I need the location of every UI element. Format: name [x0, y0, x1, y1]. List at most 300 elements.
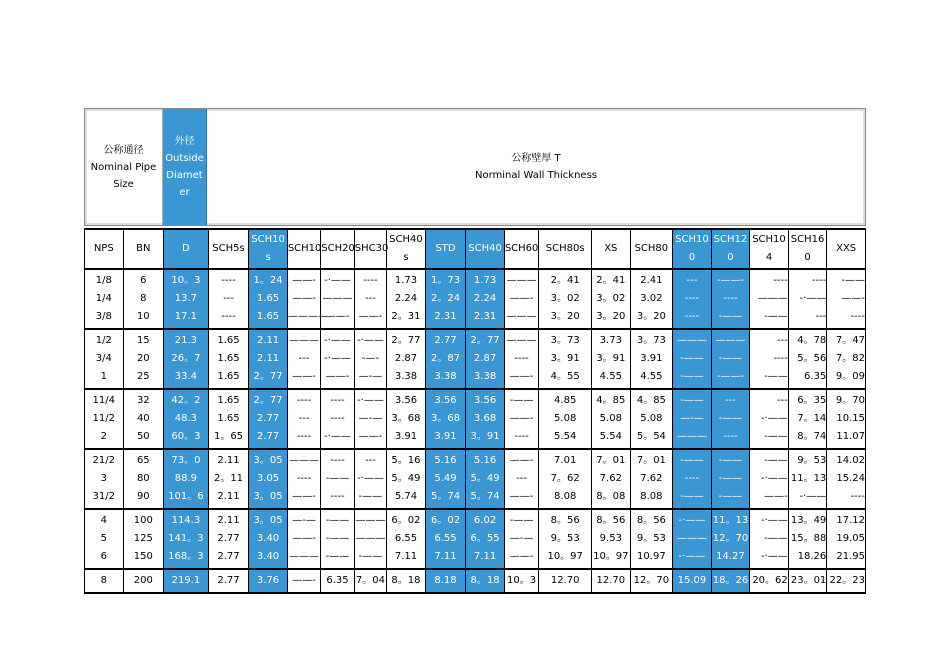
table-cell: 21.3	[164, 329, 209, 350]
table-cell: 8。18	[466, 569, 505, 593]
table-cell: 15.24	[827, 470, 866, 488]
table-cell: 6.35	[788, 368, 827, 389]
table-cell: 6.55	[425, 530, 466, 548]
table-cell: 1/2	[85, 329, 124, 350]
table-row	[85, 488, 866, 509]
table-row	[85, 368, 866, 389]
table-cell: 6。02	[425, 509, 466, 530]
table-cell: 3。20	[630, 308, 673, 329]
table-cell: 4.55	[592, 368, 631, 389]
table-cell: 21/2	[85, 449, 124, 470]
table-cell: 80	[123, 470, 164, 488]
table-cell: 18.26	[788, 548, 827, 569]
table-cell: 48.3	[164, 410, 209, 428]
table-cell: 3/8	[85, 308, 124, 329]
table-cell: ----	[711, 428, 750, 449]
table-cell: ——-	[504, 368, 538, 389]
table-cell: 8.08	[630, 488, 673, 509]
table-cell: 2。41	[592, 269, 631, 290]
table-row	[85, 428, 866, 449]
table-cell: -——	[321, 509, 354, 530]
table-cell: ---	[788, 308, 827, 329]
column-header-d: D	[164, 229, 209, 269]
column-header-sch160: SCH160	[788, 229, 827, 269]
table-cell: 3。68	[387, 410, 426, 428]
table-cell: 12。70	[711, 530, 750, 548]
table-cell: 15.09	[673, 569, 712, 593]
column-header-sch20: SCH20	[321, 229, 354, 269]
table-cell: ——-	[287, 530, 320, 548]
table-cell: 10。97	[539, 548, 592, 569]
table-cell: 2.77	[425, 329, 466, 350]
table-cell: —-—	[673, 410, 712, 428]
table-cell: ---	[287, 410, 320, 428]
column-header-sch120: SCH120	[711, 229, 750, 269]
table-cell: 5。54	[630, 428, 673, 449]
table-cell: 60。3	[164, 428, 209, 449]
table-cell: -——	[673, 488, 712, 509]
table-row	[85, 389, 866, 410]
table-cell: 1.65	[208, 389, 249, 410]
nominal-zh-label: 公称通径	[103, 144, 144, 156]
table-cell: ———	[287, 329, 320, 350]
table-cell: 12。70	[630, 569, 673, 593]
table-cell: 3。73	[630, 329, 673, 350]
table-cell: ———	[750, 290, 789, 308]
table-cell: 7。62	[539, 470, 592, 488]
table-cell: 200	[123, 569, 164, 593]
table-cell: 12.70	[592, 569, 631, 593]
table-cell: 2.87	[466, 350, 505, 368]
table-cell: 101。6	[164, 488, 209, 509]
table-cell: -——	[827, 269, 866, 290]
table-cell: 14.27	[711, 548, 750, 569]
table-cell: 1.65	[249, 290, 288, 308]
table-cell: 5	[85, 530, 124, 548]
table-cell: ——-	[504, 410, 538, 428]
table-cell: 2.11	[249, 350, 288, 368]
table-cell: 10.97	[630, 548, 673, 569]
column-header-sch10: SCH10	[287, 229, 320, 269]
table-cell: 5.54	[539, 428, 592, 449]
table-cell: 2.77	[208, 548, 249, 569]
table-cell: ----	[750, 269, 789, 290]
table-cell: 3.38	[425, 368, 466, 389]
table-cell: 32	[123, 389, 164, 410]
table-cell: 1.65	[208, 329, 249, 350]
table-cell: ----	[711, 290, 750, 308]
table-row	[85, 449, 866, 470]
table-cell: —-—	[354, 410, 386, 428]
table-cell: ——-	[354, 308, 386, 329]
table-cell: ----	[208, 308, 249, 329]
table-cell: 7。47	[827, 329, 866, 350]
nominal-pipe-size-header	[85, 109, 163, 225]
wall-thickness-header	[207, 109, 865, 225]
table-cell: ——-	[321, 308, 354, 329]
table-cell: 22。23	[827, 569, 866, 593]
table-row	[85, 290, 866, 308]
table-cell: 7.01	[539, 449, 592, 470]
table-cell: 8。08	[592, 488, 631, 509]
table-cell: 3/4	[85, 350, 124, 368]
table-cell: ————	[287, 308, 320, 329]
table-cell: ----	[208, 269, 249, 290]
table-row	[85, 410, 866, 428]
table-cell: 3。73	[539, 329, 592, 350]
table-cell: 11.07	[827, 428, 866, 449]
table-cell: 4。85	[630, 389, 673, 410]
table-cell: ----	[321, 389, 354, 410]
table-cell: 3.91	[425, 428, 466, 449]
table-cell: 8.08	[539, 488, 592, 509]
table-cell: 9。70	[827, 389, 866, 410]
table-cell: 3。05	[249, 449, 288, 470]
table-cell: -——	[354, 548, 386, 569]
table-cell: 168。3	[164, 548, 209, 569]
table-cell: 2。41	[539, 269, 592, 290]
column-header-sch100: SCH100	[673, 229, 712, 269]
table-cell: -——	[711, 350, 750, 368]
table-cell: 11。13	[788, 470, 827, 488]
table-cell: 3.40	[249, 530, 288, 548]
table-cell: ———	[673, 329, 712, 350]
table-cell: ----	[673, 308, 712, 329]
table-cell: 2.24	[387, 290, 426, 308]
table-cell: -·——	[750, 410, 789, 428]
table-cell: 8。18	[387, 569, 426, 593]
table-cell: 17.1	[164, 308, 209, 329]
table-cell: -——	[354, 488, 386, 509]
table-cell: 3.38	[466, 368, 505, 389]
table-cell: ---	[287, 350, 320, 368]
table-cell: -——	[750, 530, 789, 548]
table-cell: ----	[673, 290, 712, 308]
table-cell: 9。09	[827, 368, 866, 389]
table-cell: 10。97	[592, 548, 631, 569]
table-cell: 20。62	[750, 569, 789, 593]
table-cell: 7。04	[354, 569, 386, 593]
table-cell: -——	[711, 308, 750, 329]
table-row	[85, 509, 866, 530]
table-cell: 18。26	[711, 569, 750, 593]
table-cell: 8。74	[788, 428, 827, 449]
table-cell: 6。55	[466, 530, 505, 548]
table-cell: ——-	[321, 368, 354, 389]
table-cell: 3.56	[387, 389, 426, 410]
table-cell: -·——	[321, 350, 354, 368]
nominal-en-label: Nominal Pipe Size	[90, 161, 157, 190]
table-cell: ———	[287, 548, 320, 569]
column-header-sch80: SCH80	[630, 229, 673, 269]
table-cell: -·——	[673, 509, 712, 530]
table-row	[85, 548, 866, 569]
table-cell: —-—	[354, 368, 386, 389]
table-cell: 4。78	[788, 329, 827, 350]
table-row	[85, 470, 866, 488]
table-cell: 3.73	[592, 329, 631, 350]
table-row	[85, 350, 866, 368]
table-cell: 2.87	[387, 350, 426, 368]
table-cell: ———	[504, 329, 538, 350]
table-cell: 5。74	[425, 488, 466, 509]
table-cell: ----	[750, 350, 789, 368]
table-cell: 2.11	[208, 509, 249, 530]
table-cell: -·——	[673, 548, 712, 569]
table-cell: 9。53	[630, 530, 673, 548]
table-cell: 2。77	[466, 329, 505, 350]
table-cell: 7。82	[827, 350, 866, 368]
table-cell: ——-	[827, 290, 866, 308]
table-cell: 5.16	[466, 449, 505, 470]
table-cell: -——-	[711, 368, 750, 389]
table-cell: 6.02	[466, 509, 505, 530]
table-cell: 1/8	[85, 269, 124, 290]
table-cell: ——-	[504, 548, 538, 569]
table-cell: 8	[123, 290, 164, 308]
table-cell: 5。56	[788, 350, 827, 368]
table-cell: ——-	[287, 569, 320, 593]
table-cell: 15	[123, 329, 164, 350]
table-cell: -·——	[321, 329, 354, 350]
table-cell: 150	[123, 548, 164, 569]
table-cell: 5.16	[425, 449, 466, 470]
table-cell: 7.11	[387, 548, 426, 569]
table-cell: 7。01	[630, 449, 673, 470]
table-cell: ---	[750, 389, 789, 410]
table-cell: 65	[123, 449, 164, 470]
table-cell: 3。02	[539, 290, 592, 308]
table-cell: 1。24	[249, 269, 288, 290]
table-cell: 5。74	[466, 488, 505, 509]
table-cell: 6.35	[321, 569, 354, 593]
table-cell: ---	[354, 449, 386, 470]
table-cell: 26。7	[164, 350, 209, 368]
table-cell: 2.77	[208, 530, 249, 548]
column-header-bn: BN	[123, 229, 164, 269]
table-cell: 114.3	[164, 509, 209, 530]
table-cell: -·——	[750, 509, 789, 530]
table-cell: 1.65	[208, 350, 249, 368]
column-header-sch10s: SCH10s	[249, 229, 288, 269]
table-cell: 7.11	[466, 548, 505, 569]
table-cell: 2。24	[425, 290, 466, 308]
column-header-xxs: XXS	[827, 229, 866, 269]
table-cell: 2.11	[208, 488, 249, 509]
table-cell: 13。49	[788, 509, 827, 530]
table-cell: 1。73	[425, 269, 466, 290]
table-cell: 3.68	[466, 410, 505, 428]
table-cell: ———	[354, 509, 386, 530]
table-cell: 50	[123, 428, 164, 449]
table-cell: ----	[321, 488, 354, 509]
table-cell: -——	[711, 410, 750, 428]
column-header-sch5s: SCH5s	[208, 229, 249, 269]
table-cell: 2。11	[208, 470, 249, 488]
table-cell: 3.05	[249, 470, 288, 488]
pipe-schedule-table	[84, 228, 866, 594]
table-cell: 1.73	[387, 269, 426, 290]
table-cell: 3。68	[425, 410, 466, 428]
table-cell: -·——	[321, 269, 354, 290]
table-cell: ———	[321, 290, 354, 308]
table-cell: 7。14	[788, 410, 827, 428]
table-cell: 2.11	[249, 329, 288, 350]
table-cell: -——	[750, 308, 789, 329]
table-cell: 6.55	[387, 530, 426, 548]
table-cell: 14.02	[827, 449, 866, 470]
table-cell: 25	[123, 368, 164, 389]
table-cell: 1.65	[208, 368, 249, 389]
table-cell: ----	[321, 410, 354, 428]
table-cell: 2。77	[249, 368, 288, 389]
table-cell: 7.62	[592, 470, 631, 488]
table-cell: 6。02	[387, 509, 426, 530]
table-cell: 90	[123, 488, 164, 509]
table-cell: ----	[354, 269, 386, 290]
table-cell: 3.38	[387, 368, 426, 389]
table-cell: ——-	[504, 488, 538, 509]
table-cell: -·——	[354, 389, 386, 410]
table-cell: ———	[673, 428, 712, 449]
table-cell: ----	[504, 428, 538, 449]
table-cell: 1。65	[208, 428, 249, 449]
table-cell: ---	[750, 329, 789, 350]
table-cell: 3.56	[425, 389, 466, 410]
table-cell: -——	[673, 350, 712, 368]
table-cell: 219.1	[164, 569, 209, 593]
table-cell: 2。31	[387, 308, 426, 329]
table-cell: 5.49	[425, 470, 466, 488]
table-cell: ----	[827, 308, 866, 329]
table-cell: ----	[788, 269, 827, 290]
wall-zh-label: 公称壁厚 T	[511, 153, 561, 164]
table-cell: 9.53	[592, 530, 631, 548]
table-cell: 2.11	[208, 449, 249, 470]
table-cell: 4。85	[592, 389, 631, 410]
od-en-label: Outside Diameter	[165, 153, 204, 198]
table-cell: 3	[85, 470, 124, 488]
table-cell: 4	[85, 509, 124, 530]
table-cell: 3。02	[592, 290, 631, 308]
table-cell: ——-	[287, 368, 320, 389]
table-cell: 23。01	[788, 569, 827, 593]
table-cell: ———	[711, 329, 750, 350]
table-cell: ----	[287, 428, 320, 449]
column-header-sch40: SCH40	[466, 229, 505, 269]
table-cell: 10。3	[164, 269, 209, 290]
table-cell: -·——	[321, 428, 354, 449]
table-cell: ----	[673, 470, 712, 488]
table-cell: ——-	[354, 428, 386, 449]
table-cell: ----	[287, 389, 320, 410]
table-cell: ———	[504, 308, 538, 329]
table-cell: 6	[85, 548, 124, 569]
table-cell: -——	[673, 449, 712, 470]
table-cell: 17.12	[827, 509, 866, 530]
table-row	[85, 569, 866, 593]
table-cell: 5.54	[592, 428, 631, 449]
column-header-row	[85, 229, 866, 269]
table-cell: 7.11	[425, 548, 466, 569]
table-cell: 8。56	[592, 509, 631, 530]
table-cell: -——	[750, 368, 789, 389]
table-cell: 1.73	[466, 269, 505, 290]
table-cell: 8	[85, 569, 124, 593]
table-cell: 1/4	[85, 290, 124, 308]
table-cell: ---	[711, 389, 750, 410]
table-cell: 13.7	[164, 290, 209, 308]
table-row	[85, 308, 866, 329]
table-cell: -——	[711, 470, 750, 488]
table-cell: 2.77	[249, 410, 288, 428]
table-cell: 3。05	[249, 488, 288, 509]
table-cell: 2	[85, 428, 124, 449]
table-cell: -——	[504, 389, 538, 410]
table-cell: —-—	[504, 530, 538, 548]
table-cell: -——	[321, 470, 354, 488]
table-cell: ---	[673, 269, 712, 290]
table-cell: -·——	[750, 548, 789, 569]
table-cell: 2。77	[249, 389, 288, 410]
table-cell: 88.9	[164, 470, 209, 488]
table-cell: 8。56	[539, 509, 592, 530]
table-cell: 2.77	[208, 569, 249, 593]
table-cell: ----	[287, 470, 320, 488]
table-cell: 12.70	[539, 569, 592, 593]
table-cell: 3.91	[630, 350, 673, 368]
table-cell: 8.18	[425, 569, 466, 593]
table-cell: ---	[208, 290, 249, 308]
table-cell: 21.95	[827, 548, 866, 569]
table-cell: 20	[123, 350, 164, 368]
table-cell: 3.76	[249, 569, 288, 593]
table-cell: 2.77	[249, 428, 288, 449]
od-zh-label: 外径	[174, 136, 195, 147]
table-cell: ----	[321, 449, 354, 470]
table-cell: ----	[827, 488, 866, 509]
table-cell: 2.31	[425, 308, 466, 329]
column-header-sch40s: SCH40s	[387, 229, 426, 269]
table-cell: -——	[750, 428, 789, 449]
table-cell: 11/4	[85, 389, 124, 410]
table-cell: 125	[123, 530, 164, 548]
table-cell: 11。13	[711, 509, 750, 530]
table-cell: 3。91	[539, 350, 592, 368]
table-cell: -——	[321, 530, 354, 548]
table-cell: 5。49	[387, 470, 426, 488]
outside-diameter-header	[163, 109, 207, 225]
table-cell: 100	[123, 509, 164, 530]
table-cell: -·——	[788, 488, 827, 509]
table-cell: 3。05	[249, 509, 288, 530]
table-cell: ———	[504, 269, 538, 290]
table-cell: 7.62	[630, 470, 673, 488]
table-cell: ——-	[504, 449, 538, 470]
table-cell: 3.02	[630, 290, 673, 308]
table-cell: 4.85	[539, 389, 592, 410]
table-cell: ——-	[287, 290, 320, 308]
table-cell: ---	[354, 290, 386, 308]
column-header-shc30: SHC30	[354, 229, 386, 269]
table-cell: 2。87	[425, 350, 466, 368]
table-cell: 2.41	[630, 269, 673, 290]
table-cell: ———	[673, 530, 712, 548]
table-row	[85, 530, 866, 548]
table-cell: ——-	[287, 488, 320, 509]
table-cell: -·——	[750, 470, 789, 488]
table-cell: 1.65	[208, 410, 249, 428]
